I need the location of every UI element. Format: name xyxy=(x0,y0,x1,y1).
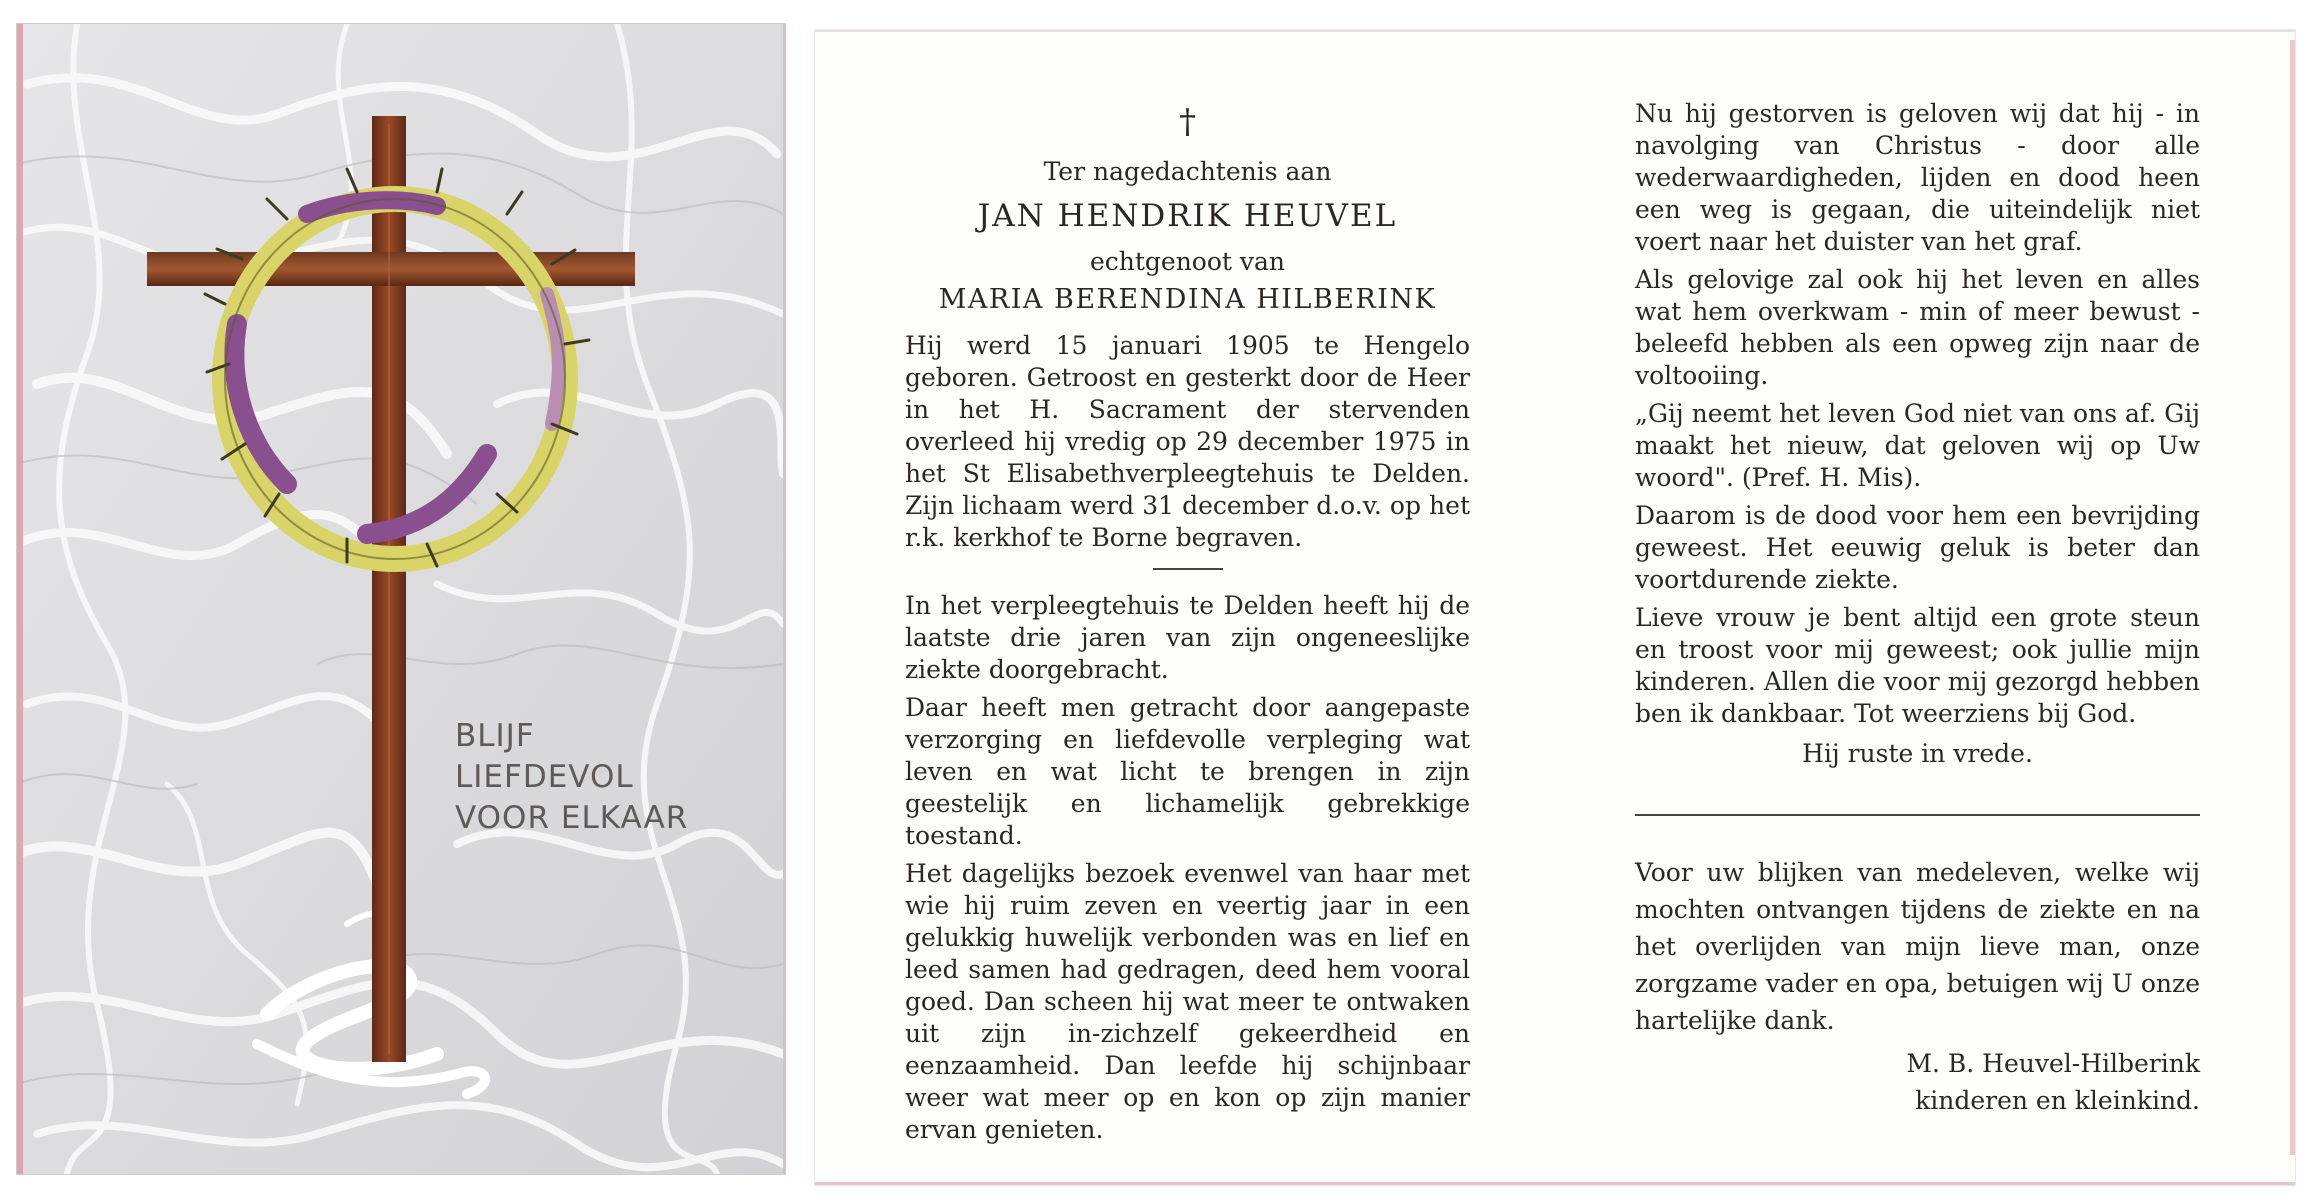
biography: Hij werd 15 januari 1905 te Hengelo geboren. Getroost en gesterkt door de Heer in het H. Sacrament der stervenden overleed hij vredig op 29 december 1975 in het St Elisabethverpleegtehuis te Delden. Zijn lichaam werd 31 december d.o.v. op het r.k. kerkhof te Borne begraven. xyxy=(905,331,1470,552)
card-edge xyxy=(2290,40,2295,1155)
motto-line: VOOR ELKAAR xyxy=(455,800,689,836)
signature xyxy=(1635,1045,2200,1119)
intro-text: Ter nagedachtenis aan xyxy=(1043,157,1332,186)
relation-text: echtgenoot van xyxy=(1089,247,1286,276)
inside-card xyxy=(815,30,2295,1185)
thanks-text: Voor uw blijken van medeleven, welke wij mochten ontvangen tijdens de ziekte en na het overlijden van mijn lieve man, onze zorgzame vader en opa, betuigen wij U onze hartelijke dank. xyxy=(1635,858,2200,1035)
motto-line: BLIJF xyxy=(455,718,535,754)
paragraph: In het verpleegtehuis te Delden heeft hij de laatste drie jaren van zijn ongeneeslijke ziekte doorgebracht. xyxy=(905,591,1470,684)
signature-line: kinderen en kleinkind. xyxy=(1915,1086,2200,1115)
paragraph: Daar heeft men getracht door aangepaste verzorging en liefdevolle verpleging wat leven en wat licht te brengen in zijn geestelijk en lichamelijk gebrekkige toestand. xyxy=(905,693,1470,850)
signature-line: M. B. Heuvel-Hilberink xyxy=(1906,1049,2200,1078)
quote: „Gij neemt het leven God niet van ons af. Gij maakt het nieuw, dat geloven wij op Uw woord". (Pref. H. Mis). xyxy=(1635,399,2200,492)
motto xyxy=(455,716,688,839)
rest-in-peace: Hij ruste in vrede. xyxy=(1802,739,2033,768)
front-card xyxy=(17,24,785,1174)
paragraph: Daarom is de dood voor hem een bevrijding geweest. Het eeuwig geluk is beter dan voortdurende ziekte. xyxy=(1635,501,2200,594)
spouse-name: MARIA BERENDINA HILBERINK xyxy=(938,284,1437,315)
paragraph: Nu hij gestorven is geloven wij dat hij - in navolging van Christus - door alle wederwaardigheden, lijden en dood heen een weg is gegaan, die uiteindelijk niet voert naar het duister van het graf. xyxy=(1635,99,2200,256)
paragraph: Het dagelijks bezoek evenwel van haar met wie hij ruim zeven en veertig jaar in een gelukkig huwelijk verbonden was en lief en leed samen had gedragen, deed hem vooral goed. Dan scheen hij wat meer te ontwaken uit zijn in-zichzelf gekeerdheid en eenzaamheid. Dan leefde hij schijnbaar weer wat meer op en kon op zijn manier ervan genieten. xyxy=(905,859,1470,1144)
divider xyxy=(1635,814,2200,816)
left-column xyxy=(905,102,1470,1152)
card-edge xyxy=(17,24,23,1174)
paragraph: Als gelovige zal ook hij het leven en alles wat hem overkwam - min of meer bewust - beleefd hebben als een opweg zijn naar de voltooiing. xyxy=(1635,265,2200,390)
dagger-cross-icon: † xyxy=(1179,102,1196,142)
marble-texture xyxy=(17,24,783,1174)
divider xyxy=(1153,568,1223,570)
motto-line: LIEFDEVOL xyxy=(455,759,634,795)
right-column xyxy=(1635,98,2200,1119)
deceased-name: JAN HENDRIK HEUVEL xyxy=(977,198,1398,234)
paragraph: Lieve vrouw je bent altijd een grote steun en troost voor mij geweest; ook jullie mijn kinderen. Allen die voor mij gezorgd hebben ben ik dankbaar. Tot weerziens bij God. xyxy=(1635,603,2200,728)
